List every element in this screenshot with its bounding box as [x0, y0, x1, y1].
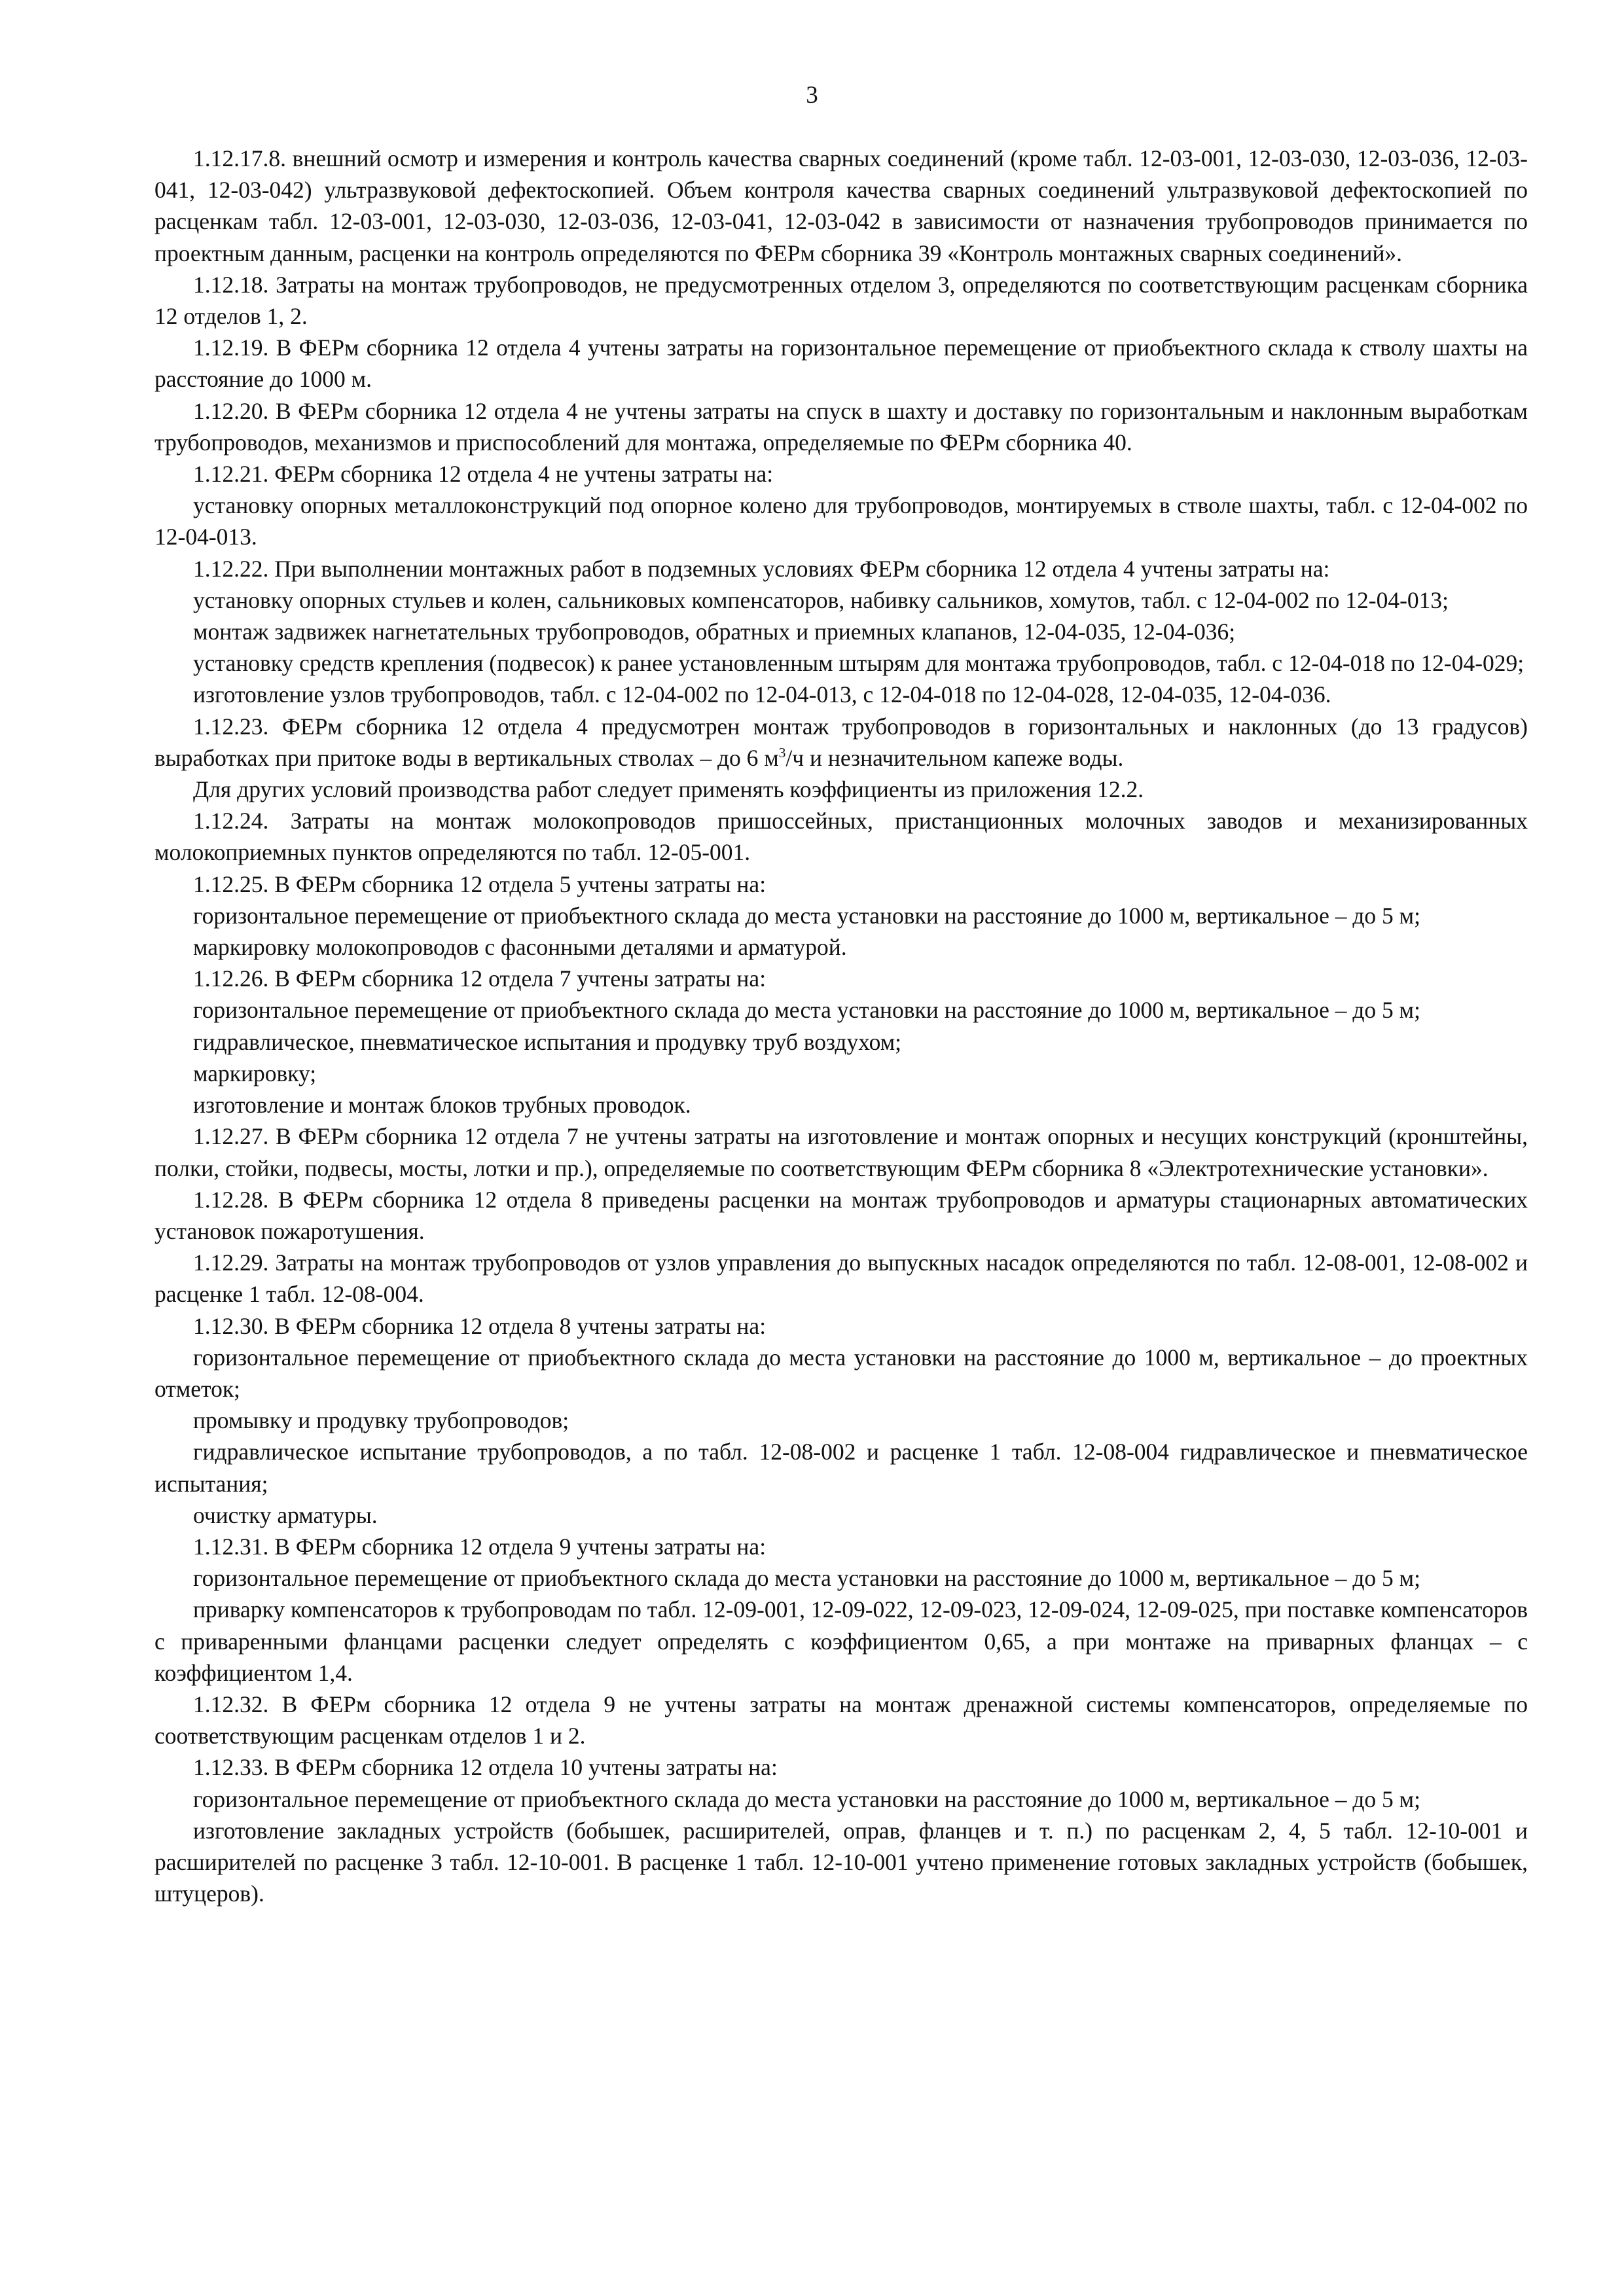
paragraph-1-12-28: 1.12.28. В ФЕРм сборника 12 отдела 8 приведены расценки на монтаж трубопроводов и арматуры стационарных автоматических установок пожаротушения. — [154, 1186, 1528, 1244]
paragraph-1-12-19: 1.12.19. В ФЕРм сборника 12 отдела 4 учтены затраты на горизонтальное перемещение от приобъектного склада к стволу шахты на расстояние до 1000 м. — [154, 334, 1528, 393]
paragraph-1-12-31: 1.12.31. В ФЕРм сборника 12 отдела 9 учтены затраты на: — [193, 1533, 767, 1560]
paragraph-1-12-33: 1.12.33. В ФЕРм сборника 12 отдела 10 учтены затраты на: — [193, 1754, 778, 1781]
paragraph-1-12-27: 1.12.27. В ФЕРм сборника 12 отдела 7 не учтены затраты на изготовление и монтаж опорных и несущих конструкций (кронштейны, полки, стойки, подвесы, мосты, лотки и пр.), определяемые по соответствующим ФЕРм сборника 8 «Электротехнические установки». — [154, 1123, 1528, 1181]
list-item: изготовление узлов трубопроводов, табл. с 12-04-002 по 12-04-013, с 12-04-018 по 12-04-028, 12-04-035, 12-04-036. — [193, 681, 1331, 708]
paragraph-1-12-21: 1.12.21. ФЕРм сборника 12 отдела 4 не учтены затраты на: — [193, 461, 774, 488]
paragraph-1-12-17-8: 1.12.17.8. внешний осмотр и измерения и контроль качества сварных соединений (кроме табл. 12-03-001, 12-03-030, 12-03-036, 12-03-041, 12-03-042) ультразвуковой дефектоскопией. Объем контроля качества сварных соединений ультразвуковой дефектоскопией по расценкам табл. 12-03-001, 12-03-030, 12-03-036, 12-03-041, 12-03-042 в зависимости от назначения трубопроводов принимается по проектным данным, расценки на контроль определяются по ФЕРм сборника 39 «Контроль монтажных сварных соединений». — [154, 145, 1528, 266]
paragraph-1-12-26: 1.12.26. В ФЕРм сборника 12 отдела 7 учтены затраты на: — [193, 965, 767, 992]
list-item: установку опорных металлоконструкций под опорное колено для трубопроводов, монтируемых в стволе шахты, табл. с 12-04-002 по 12-04-013. — [154, 492, 1528, 550]
list-item: маркировку молокопроводов с фасонными деталями и арматурой. — [193, 934, 847, 961]
list-item: очистку арматуры. — [193, 1501, 378, 1528]
list-item: установку опорных стульев и колен, сальниковых компенсаторов, набивку сальников, хомутов, табл. с 12-04-002 по 12-04-013; — [193, 586, 1449, 613]
document-body — [154, 143, 1528, 1909]
list-item: гидравлическое испытание трубопроводов, а по табл. 12-08-002 и расценке 1 табл. 12-08-004 гидравлическое и пневматическое испытания; — [154, 1439, 1528, 1497]
list-item: приварку компенсаторов к трубопроводам по табл. 12-09-001, 12-09-022, 12-09-023, 12-09-024, 12-09-025, при поставке компенсаторов с приваренными фланцами расценки следует определять с коэффициентом 0,65, а при монтаже на приварных фланцах – с коэффициентом 1,4. — [154, 1596, 1528, 1686]
paragraph-1-12-18: 1.12.18. Затраты на монтаж трубопроводов, не предусмотренных отделом 3, определяются по соответствующим расценкам сборника 12 отделов 1, 2. — [154, 271, 1528, 330]
paragraph-1-12-20: 1.12.20. В ФЕРм сборника 12 отдела 4 не учтены затраты на спуск в шахту и доставку по горизонтальным и наклонным выработкам трубопроводов, механизмов и приспособлений для монтажа, определяемые по ФЕРм сборника 40. — [154, 397, 1528, 456]
list-item: изготовление закладных устройств (бобышек, расширителей, оправ, фланцев и т. п.) по расценкам 2, 4, 5 табл. 12-10-001 и расширителей по расценке 3 табл. 12-10-001. В расценке 1 табл. 12-10-001 учтено применение готовых закладных устройств (бобышек, штуцеров). — [154, 1817, 1528, 1907]
list-item: изготовление и монтаж блоков трубных проводок. — [193, 1092, 691, 1119]
paragraph-other-conditions: Для других условий производства работ следует применять коэффициенты из приложения 12.2. — [193, 776, 1144, 803]
list-item: промывку и продувку трубопроводов; — [193, 1407, 569, 1434]
paragraph-1-12-24: 1.12.24. Затраты на монтаж молокопроводов пришоссейных, пристанционных молочных заводов и механизированных молокоприемных пунктов определяются по табл. 12-05-001. — [154, 808, 1528, 866]
list-item: маркировку; — [193, 1060, 317, 1086]
paragraph-1-12-23-tail: /ч и незначительном капеже воды. — [785, 744, 1124, 771]
superscript: 3 — [778, 745, 786, 761]
list-item: горизонтальное перемещение от приобъектного склада до места установки на расстояние до 1000 м, вертикальное – до 5 м; — [193, 902, 1420, 929]
list-item: горизонтальное перемещение от приобъектного склада до места установки на расстояние до 1000 м, вертикальное – до проектных отметок; — [154, 1344, 1528, 1402]
paragraph-1-12-30: 1.12.30. В ФЕРм сборника 12 отдела 8 учтены затраты на: — [193, 1312, 767, 1339]
list-item: горизонтальное перемещение от приобъектного склада до места установки на расстояние до 1000 м, вертикальное – до 5 м; — [193, 1785, 1420, 1812]
list-item: установку средств крепления (подвесок) к ранее установленным штырям для монтажа трубопроводов, табл. с 12-04-018 по 12-04-029; — [193, 650, 1525, 677]
paragraph-1-12-32: 1.12.32. В ФЕРм сборника 12 отдела 9 не учтены затраты на монтаж дренажной системы компенсаторов, определяемые по соответствующим расценкам отделов 1 и 2. — [154, 1691, 1528, 1749]
paragraph-1-12-25: 1.12.25. В ФЕРм сборника 12 отдела 5 учтены затраты на: — [193, 870, 767, 897]
paragraph-1-12-22: 1.12.22. При выполнении монтажных работ в подземных условиях ФЕРм сборника 12 отдела 4 учтены затраты на: — [193, 555, 1330, 582]
list-item: монтаж задвижек нагнетательных трубопроводов, обратных и приемных клапанов, 12-04-035, 12-04-036; — [193, 619, 1236, 645]
paragraph-1-12-29: 1.12.29. Затраты на монтаж трубопроводов от узлов управления до выпускных насадок определяются по табл. 12-08-001, 12-08-002 и расценке 1 табл. 12-08-004. — [154, 1249, 1528, 1308]
list-item: горизонтальное перемещение от приобъектного склада до места установки на расстояние до 1000 м, вертикальное – до 5 м; — [193, 997, 1420, 1024]
paragraph-1-12-23-text: 1.12.23. ФЕРм сборника 12 отдела 4 предусмотрен монтаж трубопроводов в горизонтальных и наклонных (до 13 градусов) выработках при притоке воды в вертикальных стволах – до 6 м — [154, 713, 1528, 771]
paragraph-1-12-23 — [154, 711, 1528, 774]
list-item: гидравлическое, пневматическое испытания и продувку труб воздухом; — [193, 1028, 902, 1055]
page-number: 3 — [806, 82, 818, 109]
list-item: горизонтальное перемещение от приобъектного склада до места установки на расстояние до 1000 м, вертикальное – до 5 м; — [193, 1565, 1420, 1592]
